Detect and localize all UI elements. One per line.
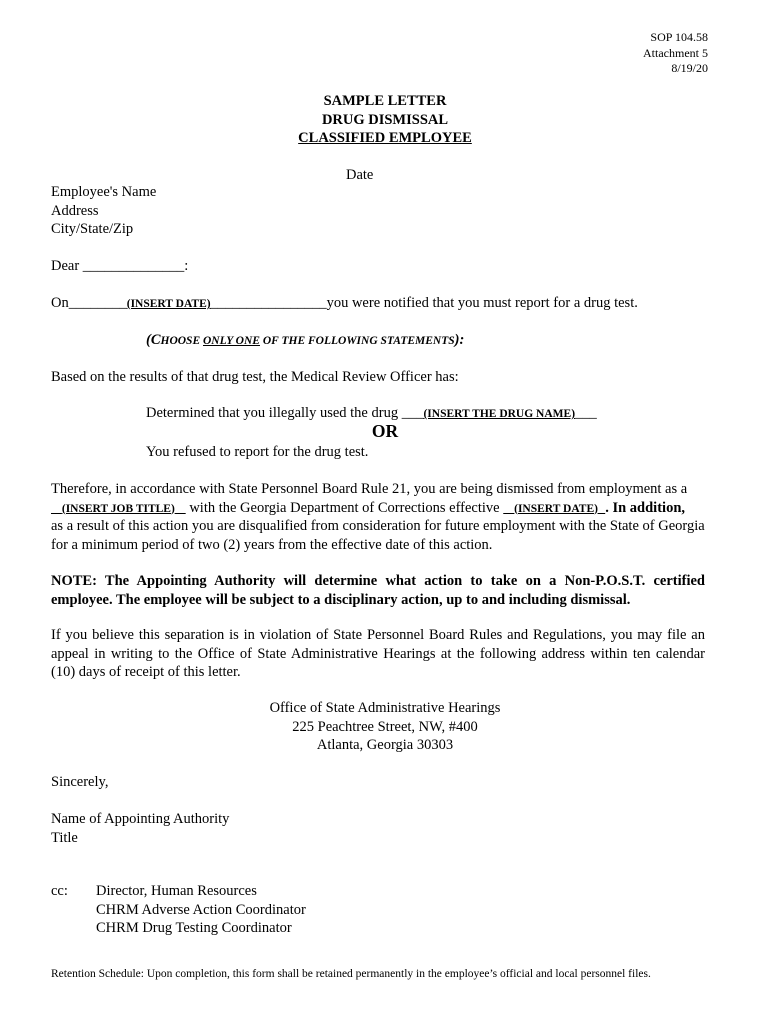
dismissal-line-4: for a minimum period of two (2) years from the effective date of this action. bbox=[51, 536, 493, 553]
insert-drug-name-field: (INSERT THE DRUG NAME) bbox=[423, 408, 576, 420]
retention-schedule: Retention Schedule: Upon completion, this form shall be retained permanently in the employee’s official and local personnel files. bbox=[51, 968, 651, 980]
or-separator: OR bbox=[371, 421, 399, 441]
signatory-title: Title bbox=[51, 829, 78, 846]
date-placeholder: Date bbox=[346, 167, 374, 183]
insert-effective-date-field: (INSERT DATE) bbox=[514, 502, 598, 515]
insert-date-field: (INSERT DATE) bbox=[126, 298, 211, 310]
option-illegal-drug: Determined that you illegally used the drug ___(INSERT THE DRUG NAME)___ bbox=[146, 405, 597, 421]
notification-line: On________(INSERT DATE)________________you were notified that you must report for a drug test. bbox=[51, 295, 638, 311]
employee-name: Employee's Name bbox=[51, 184, 157, 200]
title-line-1: SAMPLE LETTER bbox=[323, 93, 447, 109]
note-paragraph: NOTE: The Appointing Authority will determine what action to take on a Non-P.O.S.T. certified employee. The employee will be subject to a disciplinary action, up to and including dismissal. bbox=[51, 573, 705, 608]
dismissal-line-3: as a result of this action you are disqualified from consideration for future employment with the State of Georgia bbox=[51, 518, 705, 534]
signatory-name: Name of Appointing Authority bbox=[51, 811, 230, 827]
insert-job-title-field: (INSERT JOB TITLE) bbox=[61, 502, 175, 515]
appeal-paragraph: If you believe this separation is in violation of State Personnel Board Rules and Regulations, you may file an appeal in writing to the Office of State Administrative Hearings at the following address within ten calendar (10) days of receipt of this letter. bbox=[51, 627, 705, 680]
salutation: Dear ______________: bbox=[51, 258, 189, 274]
title-line-2: DRUG DISMISSAL bbox=[321, 111, 449, 128]
employee-city-state-zip: City/State/Zip bbox=[51, 221, 134, 237]
dismissal-line-2: (INSERT JOB TITLE) with the Georgia Department of Corrections effective (INSERT DATE) . In addition, bbox=[61, 499, 686, 516]
revision-date: 8/19/20 bbox=[671, 61, 708, 75]
dismissal-line-1: Therefore, in accordance with State Personnel Board Rule 21, you are being dismissed from employment as a bbox=[51, 481, 688, 497]
office-city: Atlanta, Georgia 30303 bbox=[316, 737, 454, 753]
attachment-number: Attachment 5 bbox=[643, 45, 708, 60]
choose-instruction: (CHOOSE ONLY ONE OF THE FOLLOWING STATEMENTS): bbox=[146, 332, 465, 348]
cc-label: cc: bbox=[51, 883, 68, 899]
cc-recipient: CHRM Drug Testing Coordinator bbox=[96, 920, 292, 936]
office-name: Office of State Administrative Hearings bbox=[269, 700, 501, 716]
sop-number: SOP 104.58 bbox=[650, 30, 708, 44]
title-line-3: CLASSIFIED EMPLOYEE bbox=[298, 130, 472, 146]
closing: Sincerely, bbox=[51, 774, 109, 790]
mro-intro: Based on the results of that drug test, the Medical Review Officer has: bbox=[51, 369, 459, 385]
office-street: 225 Peachtree Street, NW, #400 bbox=[292, 718, 478, 735]
cc-recipient: Director, Human Resources bbox=[96, 883, 257, 899]
employee-address: Address bbox=[51, 202, 99, 219]
cc-recipient: CHRM Adverse Action Coordinator bbox=[96, 901, 306, 918]
option-refused-test: You refused to report for the drug test. bbox=[146, 444, 369, 460]
